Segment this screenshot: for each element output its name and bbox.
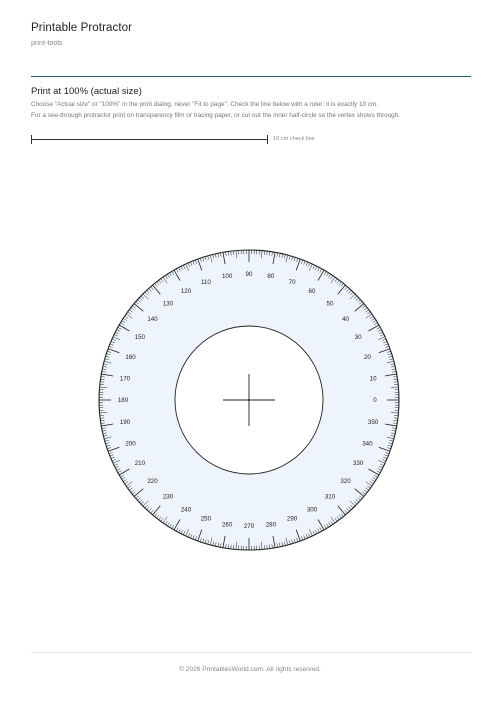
protractor-degree-label: 200 — [125, 440, 136, 448]
protractor-degree-label: 0 — [373, 397, 377, 405]
protractor-degree-label: 270 — [243, 523, 255, 531]
protractor-degree-label: 280 — [265, 521, 277, 529]
protractor-degree-label: 20 — [363, 354, 371, 362]
protractor-degree-label: 50 — [326, 300, 334, 308]
protractor-vertex-dot — [248, 399, 250, 401]
protractor-degree-label: 220 — [147, 478, 158, 486]
protractor-degree-label: 260 — [221, 521, 233, 529]
footer-divider — [31, 652, 471, 653]
protractor-degree-label: 310 — [324, 493, 336, 501]
protractor-degree-label: 160 — [125, 354, 136, 362]
protractor-degree-label: 290 — [286, 515, 298, 523]
protractor-degree-label: 320 — [340, 478, 351, 486]
instruction-line-1: Choose "Actual size" or "100%" in the print dialog, never "Fit to page". Check the line below with a ruler: it is exactly 10 cm. — [31, 101, 379, 108]
page-subtitle: print-tools — [31, 38, 63, 47]
protractor-degree-label: 80 — [267, 273, 275, 281]
protractor-degree-label: 230 — [162, 493, 174, 501]
protractor-degree-label: 150 — [134, 334, 146, 342]
protractor-degree-label: 240 — [180, 506, 192, 514]
protractor-degree-label: 100 — [221, 273, 233, 281]
section-heading: Print at 100% (actual size) — [31, 86, 142, 97]
protractor-degree-label: 210 — [134, 460, 146, 468]
protractor-degree-label: 350 — [367, 419, 379, 427]
check-line-label: 10 cm check line — [273, 136, 315, 142]
protractor-degree-label: 90 — [245, 271, 253, 279]
protractor-degree-label: 180 — [117, 397, 129, 405]
protractor-degree-label: 300 — [306, 506, 318, 514]
protractor-degree-label: 40 — [342, 316, 349, 324]
protractor-degree-label: 190 — [119, 419, 131, 427]
protractor-degree-label: 30 — [354, 334, 362, 342]
footer-copyright: © 2026 PrintablesWorld.com. All rights reserved. — [179, 666, 321, 673]
instruction-line-2: For a see-through protractor print on transparency film or tracing paper, or cut out the inner half-circle so the vertex shows through. — [31, 112, 401, 119]
protractor-degree-label: 70 — [288, 278, 296, 286]
protractor-degree-label: 140 — [147, 316, 158, 324]
protractor-degree-label: 110 — [200, 278, 211, 286]
protractor-degree-label: 130 — [162, 300, 174, 308]
protractor-degree-label: 340 — [362, 440, 373, 448]
protractor-degree-label: 120 — [180, 288, 192, 296]
protractor-degree-label: 250 — [200, 515, 212, 523]
page-title: Printable Protractor — [31, 22, 133, 34]
protractor-degree-label: 60 — [308, 288, 316, 296]
protractor-degree-label: 170 — [119, 375, 131, 383]
protractor-degree-label: 10 — [369, 375, 377, 383]
protractor-degree-label: 330 — [352, 460, 364, 468]
